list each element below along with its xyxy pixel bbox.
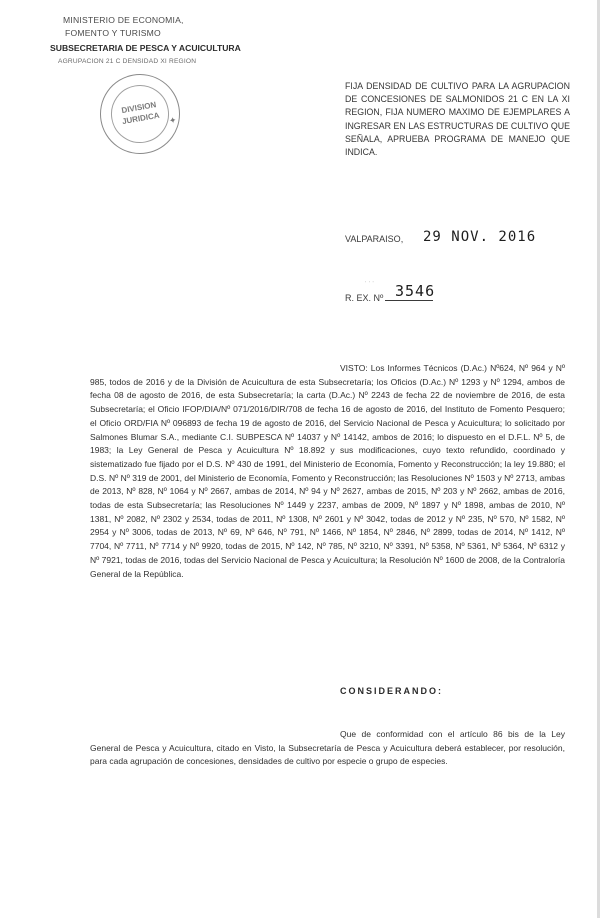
subsecretaria-line: SUBSECRETARIA DE PESCA Y ACUICULTURA xyxy=(50,43,241,53)
division-stamp xyxy=(94,68,187,161)
tick-marks: ˙ ˙ ˙ xyxy=(365,282,375,288)
resolution-number: 3546 xyxy=(395,282,436,300)
ministry-line-2: FOMENTO Y TURISMO xyxy=(65,28,161,38)
ministry-line: MINISTERIO DE ECONOMIA, xyxy=(63,15,184,25)
considerando-paragraph: Que de conformidad con el artículo 86 bis de la Ley General de Pesca y Acuicultura, citado en Visto, la Subsecretaría de Pesca y Acuicultura deberá establecer, por resolución, para cada agrupación de concesiones, densidades de cultivo por especie o grupo de especies. xyxy=(90,729,565,767)
reference-line: AGRUPACION 21 C DENSIDAD XI REGION xyxy=(58,58,197,65)
considerando-heading: CONSIDERANDO: xyxy=(340,686,444,696)
stamp-text-1: DIVISION xyxy=(120,100,157,116)
resolution-label: R. EX. Nº xyxy=(345,293,384,303)
star-icon: ✦ xyxy=(168,114,178,126)
resolution-summary: FIJA DENSIDAD DE CULTIVO PARA LA AGRUPACION DE CONCESIONES DE SALMONIDOS 21 C EN LA XI REGION, FIJA NUMERO MAXIMO DE EJEMPLARES A INGRESAR EN LAS ESTRUCTURAS DE CULTIVO QUE SEÑALA, APRUEBA PROGRAMA DE MANEJO QUE INDICA. xyxy=(345,81,570,158)
stamp-text-2: JURIDICA xyxy=(121,110,161,127)
resolution-number-row xyxy=(345,282,436,303)
visto-paragraph: VISTO: Los Informes Técnicos (D.Ac.) Nº624, Nº 964 y Nº 985, todos de 2016 y de la División de Acuicultura de esta Subsecretaría; los Oficios (D.Ac.) Nº 1293 y Nº 1294, ambos de fecha 08 de agosto de 2016, de esta Subsecretaría; la carta (D.Ac.) Nº 2243 de fecha 22 de noviembre de 2016, de esta Subsecretaría; el Oficio IFOP/DIA/Nº 071/2016/DIR/708 de fecha 16 de agosto de 2016, del Instituto de Fomento Pesquero; el Oficio ORD/FIA Nº 096893 de fecha 19 de agosto de 2016, del Servicio Nacional de Pesca y Acuicultura; lo solicitado por Salmones Blumar S.A., mediante C.I. SUBPESCA Nº 14037 y Nº 14142, ambos de 2016; lo dispuesto en el D.F.L. Nº 5, de 1983; la Ley General de Pesca y Acuicultura Nº 18.892 y sus modificaciones, cuyo texto refundido, coordinado y sistematizado fue fijado por el D.S. Nº 430 de 1991, del Ministerio de Economía, Fomento y Reconstrucción; la ley 19.880; el D.S. Nº Nº 319 de 2001, del Ministerio de Economía, Fomento y Reconstrucción; las Resoluciones Nº 1503 y Nº 2713, ambas de 2013, Nº 828, Nº 1064 y Nº 2667, ambas de 2014, Nº 94 y Nº 2627, ambas de 2015, Nº 203 y Nº 2662, ambas de 2016, todas de esta Subsecretaría; las Resoluciones Nº 1449 y 2237, ambas de 2009, Nº 1897 y Nº 1898, ambas de 2010, Nº 1381, Nº 2082, Nº 2302 y 2534, todas de 2011, Nº 1308, Nº 2601 y Nº 3042, todas de 2012 y Nº 235, Nº 570, Nº 1582, Nº 2954 y Nº 3006, todas de 2013, Nº 69, Nº 646, Nº 791, Nº 1466, Nº 1854, Nº 2846, Nº 2899, todas de 2014, Nº 1412, Nº 7704, Nº 7711, Nº 7714 y Nº 9920, todas de 2015, Nº 142, Nº 785, Nº 3210, Nº 3391, Nº 5358, Nº 5361, Nº 5364, Nº 6312 y Nº 7921, todas de 2016, todas del Servicio Nacional de Pesca y Acuicultura; la Resolución Nº 1600 de 2008, de la Contraloría General de la República. xyxy=(90,363,565,579)
date-label: VALPARAISO, xyxy=(345,234,404,244)
date-stamp: 29 NOV. 2016 xyxy=(423,229,537,245)
date-row xyxy=(345,229,537,245)
